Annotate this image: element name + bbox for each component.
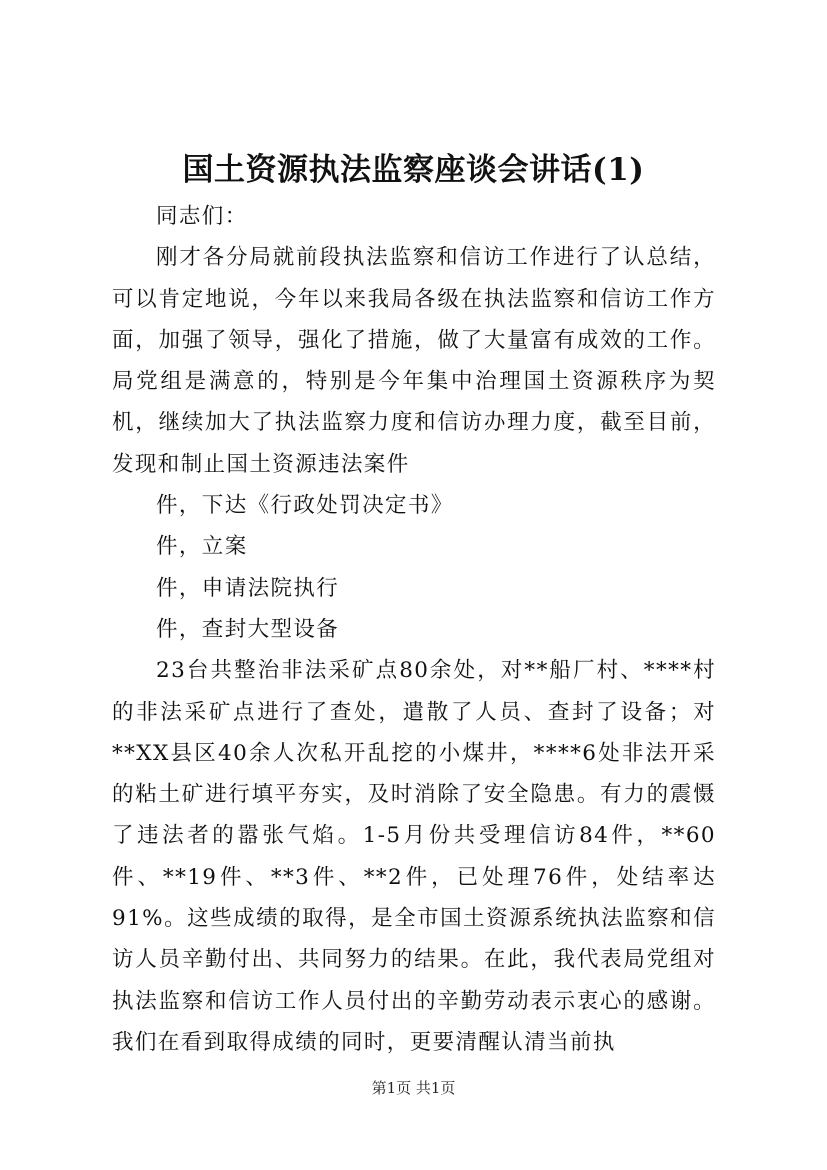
page-indicator: 第1页 共1页	[371, 1079, 456, 1097]
paragraph-achievements: 23台共整治非法采矿点80余处，对**船厂村、****村的非法采矿点进行了查处，遣散了人员、查封了设备；对**XX县区40余人次私开乱挖的小煤井，****6处非法开采的粘土矿进行填平夯实，及时消除了安全隐患。有力的震慑了违法者的嚣张气焰。1-5月份共受理信访84件，**60件、**19件、**3件、**2件，已处理76件，处结率达91%。这些成绩的取得，是全市国土资源系统执法监察和信访人员辛勤付出、共同努力的结果。在此，我代表局党组对执法监察和信访工作人员付出的辛勤劳动表示衷心的感谢。我们在看到取得成绩的同时，更要清醒认清当前执	[112, 658, 716, 1055]
paragraph-penalty-decisions: 件，下达《行政处罚决定书》	[156, 493, 454, 519]
paragraph-greeting: 同志们：	[156, 204, 248, 229]
paragraph-filed-cases: 件，立案	[156, 534, 248, 560]
document-body	[112, 196, 716, 1063]
document-title: 国土资源执法监察座谈会讲话(1)	[182, 152, 645, 188]
paragraph-summary: 刚才各分局就前段执法监察和信访工作进行了认总结，可以肯定地说，今年以来我局各级在执法监察和信访工作方面，加强了领导，强化了措施，做了大量富有成效的工作。局党组是满意的，特别是今年集中治理国土资源秩序为契机，继续加大了执法监察力度和信访办理力度，截至目前，发现和制止国土资源违法案件	[112, 245, 716, 477]
paragraph-seized-equipment: 件，查封大型设备	[156, 616, 340, 642]
paragraph-court-enforcement: 件，申请法院执行	[156, 575, 340, 601]
